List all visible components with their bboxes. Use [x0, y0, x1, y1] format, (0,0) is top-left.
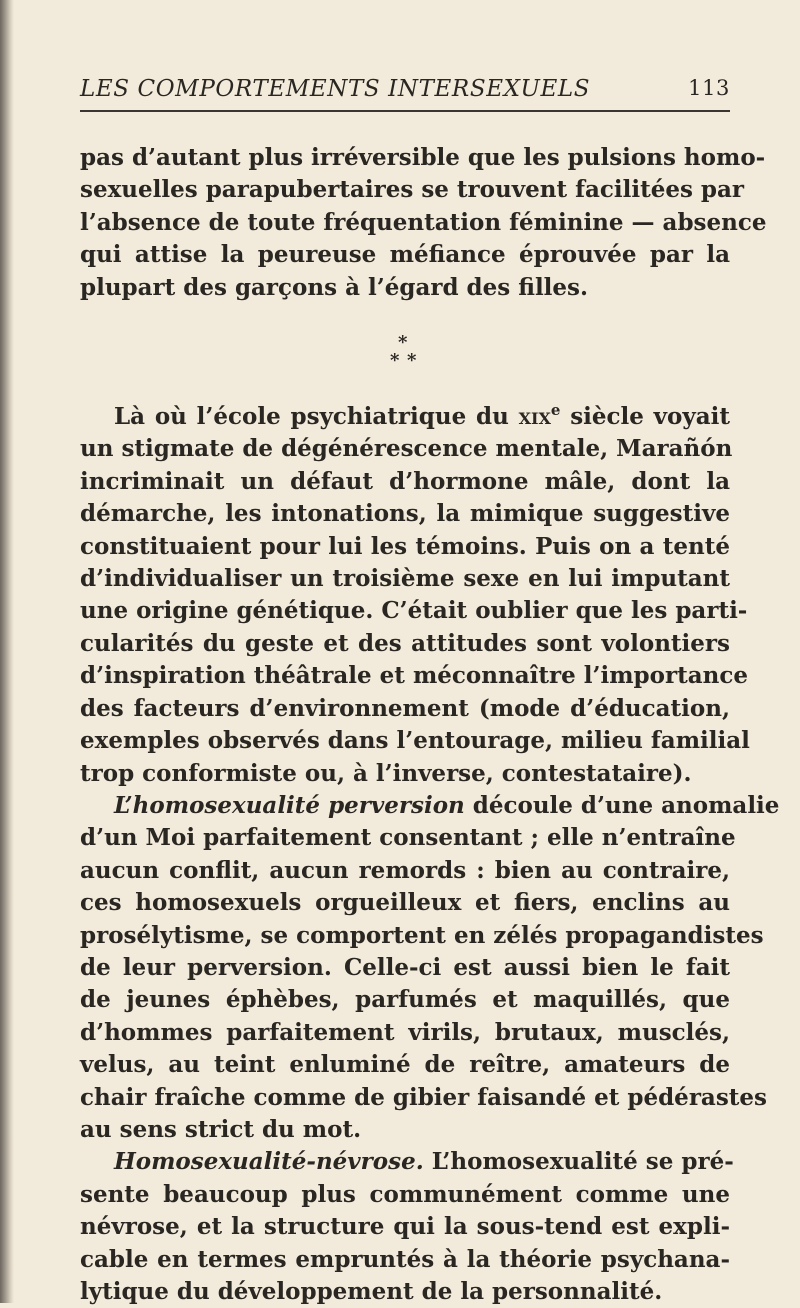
- asterisk-mark: *: [398, 332, 408, 354]
- page-number: 113: [688, 76, 730, 100]
- asterisk-mark: *: [390, 350, 400, 372]
- asterism-separator: [80, 304, 730, 394]
- text-line: d’hommes parfaitement virils, brutaux, musclés,: [80, 1018, 730, 1046]
- text-line: qui attise la peureuse méfiance éprouvée par la: [80, 241, 730, 269]
- text-line: au sens strict du mot.: [80, 1115, 362, 1143]
- text-line: trop conformiste ou, à l’inverse, contestataire).: [80, 759, 692, 787]
- text-line: d’un Moi parfaitement consentant ; elle n’entraîne: [80, 824, 736, 852]
- text-line: de jeunes éphèbes, parfumés et maquillés, que: [80, 986, 730, 1014]
- text-line: pas d’autant plus irréversible que les pulsions homo-: [80, 144, 766, 171]
- text-line: d’inspiration théâtrale et méconnaître l’importance: [80, 662, 748, 690]
- text-line: chair fraîche comme de gibier faisandé et pédérastes: [80, 1083, 767, 1111]
- asterisk-mark: *: [407, 350, 417, 372]
- text-line: plupart des garçons à l’égard des filles.: [80, 273, 589, 301]
- book-page: [80, 70, 780, 1308]
- text-line: sexuelles parapubertaires se trouvent facilitées par: [80, 176, 745, 204]
- italic-term: L’homosexualité perversion: [114, 791, 465, 819]
- text-line: démarche, les intonations, la mimique suggestive: [80, 500, 730, 528]
- text-line: une origine génétique. C’était oublier que les parti-: [80, 597, 748, 625]
- paragraph-3: [80, 790, 780, 1146]
- text-line: Là où l’école psychiatrique du xix$^e$ siècle voyait: [114, 401, 730, 431]
- text-line: sente beaucoup plus communément comme une: [80, 1180, 730, 1208]
- text-line: l’absence de toute fréquentation féminine — absence: [80, 208, 767, 236]
- text-line: des facteurs d’environnement (mode d’éducation,: [80, 694, 730, 722]
- text-line: incriminait un défaut d’hormone mâle, dont la: [80, 467, 730, 495]
- text-line: lytique du développement de la personnalité.: [80, 1278, 663, 1305]
- body-text: [80, 142, 780, 1308]
- book-spine-shadow: [0, 0, 14, 1303]
- text-line: exemples observés dans l’entourage, milieu familial: [80, 727, 750, 755]
- running-title: LES COMPORTEMENTS INTERSEXUELS: [80, 76, 591, 102]
- italic-term: Homosexualité-névrose.: [114, 1148, 424, 1176]
- text-line: constituaient pour lui les témoins. Puis on a tenté: [80, 532, 730, 560]
- text-line: de leur perversion. Celle-ci est aussi bien le fait: [80, 953, 730, 981]
- text-line: velus, au teint enluminé de reître, amateurs de: [80, 1051, 730, 1079]
- text-line: aucun conflit, aucun remords : bien au contraire,: [80, 856, 730, 884]
- century-numeral: xix: [518, 403, 551, 431]
- text-line: cularités du geste et des attitudes sont volontiers: [80, 629, 730, 657]
- text-line: névrose, et la structure qui la sous-tend est expli-: [80, 1213, 730, 1241]
- paragraph-4: [80, 1146, 734, 1308]
- text-line: un stigmate de dégénérescence mentale, Marañón: [80, 435, 733, 463]
- text-line: cable en termes empruntés à la théorie psychana-: [80, 1245, 730, 1273]
- text-line: ces homosexuels orgueilleux et fiers, enclins au: [80, 889, 730, 917]
- text-line: d’individualiser un troisième sexe en lui imputant: [80, 565, 730, 593]
- text-line: L’homosexualité perversion découle d’une anomalie: [114, 791, 780, 819]
- paragraph-2: [80, 394, 750, 790]
- paragraph-1: [80, 142, 767, 304]
- running-head: [80, 70, 730, 112]
- text-line: Homosexualité-névrose. L’homosexualité se pré-: [114, 1148, 734, 1176]
- superscript-e: e: [550, 401, 561, 420]
- text-line: prosélytisme, se comportent en zélés propagandistes: [80, 921, 764, 949]
